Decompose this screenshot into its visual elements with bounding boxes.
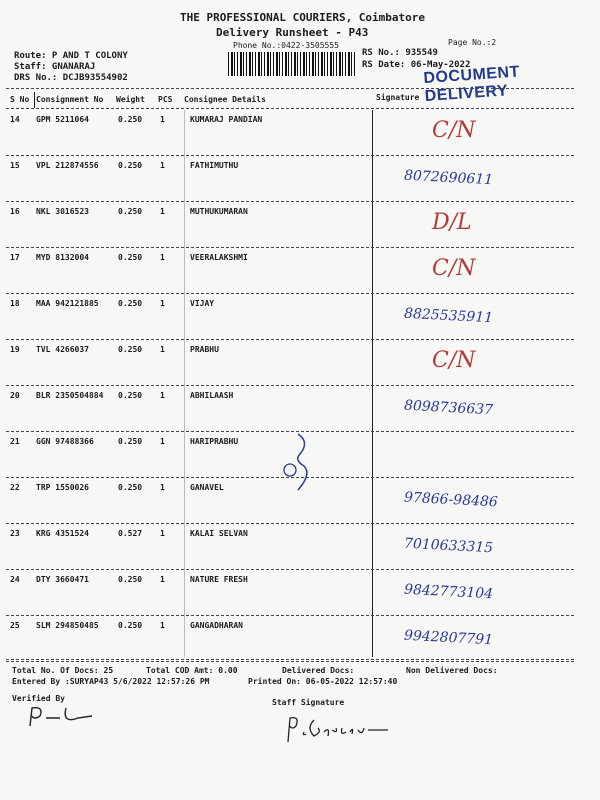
row-consignment: TRP 1550026 [36,483,89,492]
row-pcs: 1 [160,575,165,584]
row-sno: 22 [10,483,20,492]
table-row [0,156,600,202]
total-docs: Total No. Of Docs: 25 [12,666,114,675]
row-consignee: KALAI SELVAN [190,529,248,538]
runsheet-title: Delivery Runsheet - P43 [216,26,369,39]
row-signature: C/N [432,256,476,281]
row-consignee: NATURE FRESH [190,575,248,584]
row-sno: 21 [10,437,20,446]
staff-signature [284,712,394,746]
row-sno: 24 [10,575,20,584]
route: Route: P AND T COLONY [14,51,128,61]
row-consignee: ABHILAASH [190,391,234,400]
row-pcs: 1 [160,207,165,216]
company-title: THE PROFESSIONAL COURIERS, Coimbatore [180,11,426,24]
table-row [0,340,600,386]
row-pcs: 1 [160,299,165,308]
document-delivery-stamp: DOCUMENT DELIVERY [422,63,521,106]
row-pcs: 1 [160,483,165,492]
row-consignee: MUTHUKUMARAN [190,207,248,216]
table-row [0,202,600,248]
page-number: Page No.:2 [448,38,497,47]
drs-number: DRS No.: DCJB93554902 [14,73,128,83]
row-sno: 18 [10,299,20,308]
row-consignee: FATHIMUTHU [190,161,239,170]
row-pcs: 1 [160,529,165,538]
row-consignment: MYD 8132004 [36,253,89,262]
row-consignment: GPM 5211064 [36,115,89,124]
row-sno: 25 [10,621,20,630]
row-signature: 7010633315 [403,535,494,557]
bracket-scribble [280,430,320,500]
row-weight: 0.250 [118,115,143,124]
row-weight: 0.250 [118,621,143,630]
non-delivered-docs: Non Delivered Docs: [406,666,498,675]
rs-date: RS Date: 06-May-2022 [362,60,471,70]
row-consignment: MAA 942121885 [36,299,99,308]
row-pcs: 1 [160,621,165,630]
row-weight: 0.250 [118,161,143,170]
row-consignment: BLR 2350504884 [36,391,104,400]
col-divider [34,92,35,108]
row-sno: 16 [10,207,20,216]
row-weight: 0.250 [118,207,143,216]
delivered-docs: Delivered Docs: [282,666,355,675]
row-signature: 8072690611 [403,167,494,189]
table-row [0,524,600,570]
table-row [0,386,600,432]
col-consignment: Consignment No [36,95,104,104]
row-sno: 17 [10,253,20,262]
verified-by: Verified By [12,694,65,703]
row-consignee: VEERALAKSHMI [190,253,248,262]
table-row [0,616,600,662]
col-signature: Signature [376,93,420,102]
row-pcs: 1 [160,253,165,262]
row-pcs: 1 [160,437,165,446]
col-pcs: PCS [158,95,173,104]
row-signature: C/N [432,348,476,373]
header-divider-bottom [6,108,574,109]
row-weight: 0.250 [118,299,143,308]
phone-number: Phone No.:0422-3505555 [233,41,339,50]
row-signature: 97866-98486 [403,489,499,511]
col-sno: S No [10,95,30,104]
row-signature: 9842773104 [403,581,494,603]
row-weight: 0.250 [118,575,143,584]
row-pcs: 1 [160,391,165,400]
row-signature: 8098736637 [403,397,494,419]
row-weight: 0.250 [118,391,143,400]
table-row [0,248,600,294]
header-divider-top [6,88,574,89]
row-signature: 9942807791 [403,627,494,649]
row-divider [6,661,574,662]
row-signature: 8825535911 [403,305,494,327]
row-consignee: PRABHU [190,345,219,354]
table-row [0,110,600,156]
entered-by: Entered By :SURYAP43 5/6/2022 12:57:26 PM [12,677,210,686]
row-sno: 23 [10,529,20,538]
verifier-signature [26,704,96,730]
row-weight: 0.250 [118,437,143,446]
total-cod: Total COD Amt: 0.00 [146,666,238,675]
row-weight: 0.250 [118,253,143,262]
row-weight: 0.250 [118,345,143,354]
row-sno: 20 [10,391,20,400]
table-row [0,570,600,616]
row-consignee: VIJAY [190,299,215,308]
row-signature: D/L [432,210,472,235]
col-consignee: Consignee Details [184,95,266,104]
row-consignee: HARIPRABHU [190,437,239,446]
row-weight: 0.527 [118,529,143,538]
staff-signature-label: Staff Signature [272,698,345,707]
col-weight: Weight [116,95,145,104]
row-sno: 19 [10,345,20,354]
barcode [228,52,356,76]
rs-number: RS No.: 935549 [362,48,438,58]
staff: Staff: GNANARAJ [14,62,96,72]
row-consignee: GANGADHARAN [190,621,243,630]
row-consignment: TVL 4266037 [36,345,89,354]
row-sno: 14 [10,115,20,124]
row-consignment: DTY 3660471 [36,575,89,584]
row-pcs: 1 [160,115,165,124]
row-consignment: KRG 4351524 [36,529,89,538]
row-consignment: NKL 3016523 [36,207,89,216]
row-pcs: 1 [160,345,165,354]
row-pcs: 1 [160,161,165,170]
row-consignment: VPL 212874556 [36,161,99,170]
row-consignment: SLM 294850485 [36,621,99,630]
printed-on: Printed On: 06-05-2022 12:57:40 [248,677,398,686]
footer-divider [6,659,574,660]
row-weight: 0.250 [118,483,143,492]
row-consignee: GANAVEL [190,483,224,492]
table-row [0,294,600,340]
row-signature: C/N [432,118,476,143]
row-consignee: KUMARAJ PANDIAN [190,115,263,124]
row-sno: 15 [10,161,20,170]
row-consignment: GGN 97488366 [36,437,94,446]
